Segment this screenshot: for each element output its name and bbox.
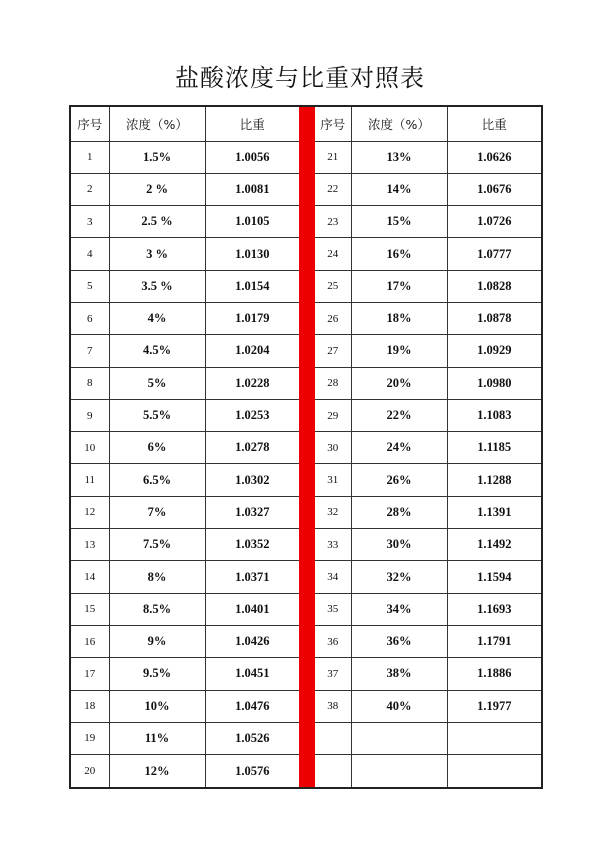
specific-gravity-cell: 1.0526 bbox=[205, 722, 299, 754]
specific-gravity-cell: 1.0130 bbox=[205, 238, 299, 270]
row-index: 13 bbox=[71, 529, 109, 561]
row-index: 4 bbox=[71, 238, 109, 270]
table-row bbox=[315, 302, 541, 334]
specific-gravity-cell: 1.0302 bbox=[205, 464, 299, 496]
concentration-cell: 3 % bbox=[109, 238, 205, 270]
table-row bbox=[315, 593, 541, 625]
table-row bbox=[71, 464, 299, 496]
table-row bbox=[315, 658, 541, 690]
concentration-cell bbox=[351, 722, 447, 754]
table-row bbox=[315, 206, 541, 238]
specific-gravity-cell: 1.0327 bbox=[205, 496, 299, 528]
table-row bbox=[71, 561, 299, 593]
table-row bbox=[315, 173, 541, 205]
header-index: 序号 bbox=[315, 107, 351, 141]
concentration-cell: 24% bbox=[351, 432, 447, 464]
concentration-cell: 30% bbox=[351, 529, 447, 561]
table-row bbox=[315, 561, 541, 593]
row-index: 9 bbox=[71, 399, 109, 431]
table-row bbox=[71, 496, 299, 528]
concentration-cell bbox=[351, 755, 447, 787]
table-row bbox=[71, 367, 299, 399]
concentration-cell: 8% bbox=[109, 561, 205, 593]
table-row bbox=[315, 464, 541, 496]
header-specific-gravity: 比重 bbox=[205, 107, 299, 141]
specific-gravity-cell: 1.0154 bbox=[205, 270, 299, 302]
specific-gravity-cell bbox=[447, 722, 541, 754]
row-index: 5 bbox=[71, 270, 109, 302]
table-row bbox=[315, 141, 541, 173]
row-index: 34 bbox=[315, 561, 351, 593]
specific-gravity-cell: 1.0278 bbox=[205, 432, 299, 464]
table-right-half bbox=[315, 107, 541, 787]
concentration-cell: 18% bbox=[351, 302, 447, 334]
header-specific-gravity: 比重 bbox=[447, 107, 541, 141]
concentration-cell: 22% bbox=[351, 399, 447, 431]
table-row bbox=[315, 496, 541, 528]
concentration-cell: 32% bbox=[351, 561, 447, 593]
concentration-cell: 14% bbox=[351, 173, 447, 205]
specific-gravity-cell: 1.0081 bbox=[205, 173, 299, 205]
concentration-cell: 10% bbox=[109, 690, 205, 722]
concentration-cell: 5.5% bbox=[109, 399, 205, 431]
hcl-density-table bbox=[69, 105, 543, 789]
specific-gravity-cell: 1.0576 bbox=[205, 755, 299, 787]
row-index: 30 bbox=[315, 432, 351, 464]
concentration-cell: 6% bbox=[109, 432, 205, 464]
row-index: 26 bbox=[315, 302, 351, 334]
specific-gravity-cell: 1.0253 bbox=[205, 399, 299, 431]
row-index: 2 bbox=[71, 173, 109, 205]
table-row bbox=[71, 270, 299, 302]
row-index bbox=[315, 722, 351, 754]
table-row bbox=[315, 367, 541, 399]
table-row bbox=[71, 399, 299, 431]
specific-gravity-cell: 1.0105 bbox=[205, 206, 299, 238]
row-index: 28 bbox=[315, 367, 351, 399]
row-index: 11 bbox=[71, 464, 109, 496]
concentration-cell: 5% bbox=[109, 367, 205, 399]
row-index: 12 bbox=[71, 496, 109, 528]
row-index: 8 bbox=[71, 367, 109, 399]
row-index: 38 bbox=[315, 690, 351, 722]
table-row bbox=[71, 335, 299, 367]
table-row bbox=[315, 238, 541, 270]
specific-gravity-cell: 1.0371 bbox=[205, 561, 299, 593]
table-header-row bbox=[71, 107, 299, 141]
concentration-cell: 15% bbox=[351, 206, 447, 238]
specific-gravity-cell: 1.0204 bbox=[205, 335, 299, 367]
table-row bbox=[71, 593, 299, 625]
specific-gravity-cell: 1.1693 bbox=[447, 593, 541, 625]
page-title: 盐酸浓度与比重对照表 bbox=[175, 64, 425, 92]
concentration-cell: 7% bbox=[109, 496, 205, 528]
table-header-row bbox=[315, 107, 541, 141]
table-row bbox=[71, 302, 299, 334]
row-index: 24 bbox=[315, 238, 351, 270]
row-index: 19 bbox=[71, 722, 109, 754]
specific-gravity-cell: 1.0676 bbox=[447, 173, 541, 205]
table-left-half bbox=[71, 107, 299, 787]
row-index: 27 bbox=[315, 335, 351, 367]
row-index: 14 bbox=[71, 561, 109, 593]
row-index bbox=[315, 755, 351, 787]
table-row bbox=[71, 755, 299, 787]
row-index: 33 bbox=[315, 529, 351, 561]
concentration-cell: 12% bbox=[109, 755, 205, 787]
concentration-cell: 34% bbox=[351, 593, 447, 625]
specific-gravity-cell: 1.1288 bbox=[447, 464, 541, 496]
concentration-cell: 28% bbox=[351, 496, 447, 528]
red-divider bbox=[299, 107, 315, 787]
table-row bbox=[315, 625, 541, 657]
row-index: 25 bbox=[315, 270, 351, 302]
table-row bbox=[71, 722, 299, 754]
row-index: 1 bbox=[71, 141, 109, 173]
table-row bbox=[71, 658, 299, 690]
concentration-cell: 9% bbox=[109, 625, 205, 657]
row-index: 7 bbox=[71, 335, 109, 367]
specific-gravity-cell bbox=[447, 755, 541, 787]
specific-gravity-cell: 1.0056 bbox=[205, 141, 299, 173]
table-row bbox=[71, 625, 299, 657]
concentration-cell: 8.5% bbox=[109, 593, 205, 625]
specific-gravity-cell: 1.1185 bbox=[447, 432, 541, 464]
row-index: 16 bbox=[71, 625, 109, 657]
table-row bbox=[315, 690, 541, 722]
header-concentration: 浓度（%） bbox=[351, 107, 447, 141]
row-index: 35 bbox=[315, 593, 351, 625]
concentration-cell: 1.5% bbox=[109, 141, 205, 173]
concentration-cell: 2 % bbox=[109, 173, 205, 205]
row-index: 10 bbox=[71, 432, 109, 464]
concentration-cell: 26% bbox=[351, 464, 447, 496]
row-index: 32 bbox=[315, 496, 351, 528]
row-index: 37 bbox=[315, 658, 351, 690]
row-index: 17 bbox=[71, 658, 109, 690]
concentration-cell: 19% bbox=[351, 335, 447, 367]
specific-gravity-cell: 1.0401 bbox=[205, 593, 299, 625]
header-concentration: 浓度（%） bbox=[109, 107, 205, 141]
specific-gravity-cell: 1.0828 bbox=[447, 270, 541, 302]
table-row bbox=[315, 399, 541, 431]
specific-gravity-cell: 1.0980 bbox=[447, 367, 541, 399]
table-row bbox=[315, 529, 541, 561]
row-index: 21 bbox=[315, 141, 351, 173]
specific-gravity-cell: 1.1791 bbox=[447, 625, 541, 657]
specific-gravity-cell: 1.0228 bbox=[205, 367, 299, 399]
specific-gravity-cell: 1.0929 bbox=[447, 335, 541, 367]
specific-gravity-cell: 1.0777 bbox=[447, 238, 541, 270]
table-row bbox=[71, 173, 299, 205]
specific-gravity-cell: 1.1492 bbox=[447, 529, 541, 561]
row-index: 23 bbox=[315, 206, 351, 238]
header-index: 序号 bbox=[71, 107, 109, 141]
table-row bbox=[71, 141, 299, 173]
row-index: 3 bbox=[71, 206, 109, 238]
specific-gravity-cell: 1.0352 bbox=[205, 529, 299, 561]
specific-gravity-cell: 1.1977 bbox=[447, 690, 541, 722]
specific-gravity-cell: 1.0878 bbox=[447, 302, 541, 334]
specific-gravity-cell: 1.0451 bbox=[205, 658, 299, 690]
table-row bbox=[71, 690, 299, 722]
table-row bbox=[71, 238, 299, 270]
specific-gravity-cell: 1.0726 bbox=[447, 206, 541, 238]
concentration-cell: 4% bbox=[109, 302, 205, 334]
table-row bbox=[315, 432, 541, 464]
concentration-cell: 36% bbox=[351, 625, 447, 657]
table-row bbox=[71, 529, 299, 561]
concentration-cell: 13% bbox=[351, 141, 447, 173]
specific-gravity-cell: 1.1886 bbox=[447, 658, 541, 690]
table-row bbox=[315, 335, 541, 367]
table-row bbox=[71, 206, 299, 238]
row-index: 29 bbox=[315, 399, 351, 431]
specific-gravity-cell: 1.0476 bbox=[205, 690, 299, 722]
concentration-cell: 7.5% bbox=[109, 529, 205, 561]
table-row bbox=[315, 722, 541, 754]
row-index: 22 bbox=[315, 173, 351, 205]
concentration-cell: 3.5 % bbox=[109, 270, 205, 302]
concentration-cell: 38% bbox=[351, 658, 447, 690]
concentration-cell: 4.5% bbox=[109, 335, 205, 367]
concentration-cell: 6.5% bbox=[109, 464, 205, 496]
specific-gravity-cell: 1.0179 bbox=[205, 302, 299, 334]
row-index: 20 bbox=[71, 755, 109, 787]
table-row bbox=[315, 755, 541, 787]
concentration-cell: 20% bbox=[351, 367, 447, 399]
concentration-cell: 16% bbox=[351, 238, 447, 270]
concentration-cell: 9.5% bbox=[109, 658, 205, 690]
row-index: 6 bbox=[71, 302, 109, 334]
table-row bbox=[315, 270, 541, 302]
specific-gravity-cell: 1.1391 bbox=[447, 496, 541, 528]
concentration-cell: 11% bbox=[109, 722, 205, 754]
row-index: 18 bbox=[71, 690, 109, 722]
row-index: 31 bbox=[315, 464, 351, 496]
row-index: 36 bbox=[315, 625, 351, 657]
concentration-cell: 17% bbox=[351, 270, 447, 302]
specific-gravity-cell: 1.0626 bbox=[447, 141, 541, 173]
table-row bbox=[71, 432, 299, 464]
concentration-cell: 2.5 % bbox=[109, 206, 205, 238]
specific-gravity-cell: 1.1083 bbox=[447, 399, 541, 431]
concentration-cell: 40% bbox=[351, 690, 447, 722]
specific-gravity-cell: 1.1594 bbox=[447, 561, 541, 593]
specific-gravity-cell: 1.0426 bbox=[205, 625, 299, 657]
row-index: 15 bbox=[71, 593, 109, 625]
